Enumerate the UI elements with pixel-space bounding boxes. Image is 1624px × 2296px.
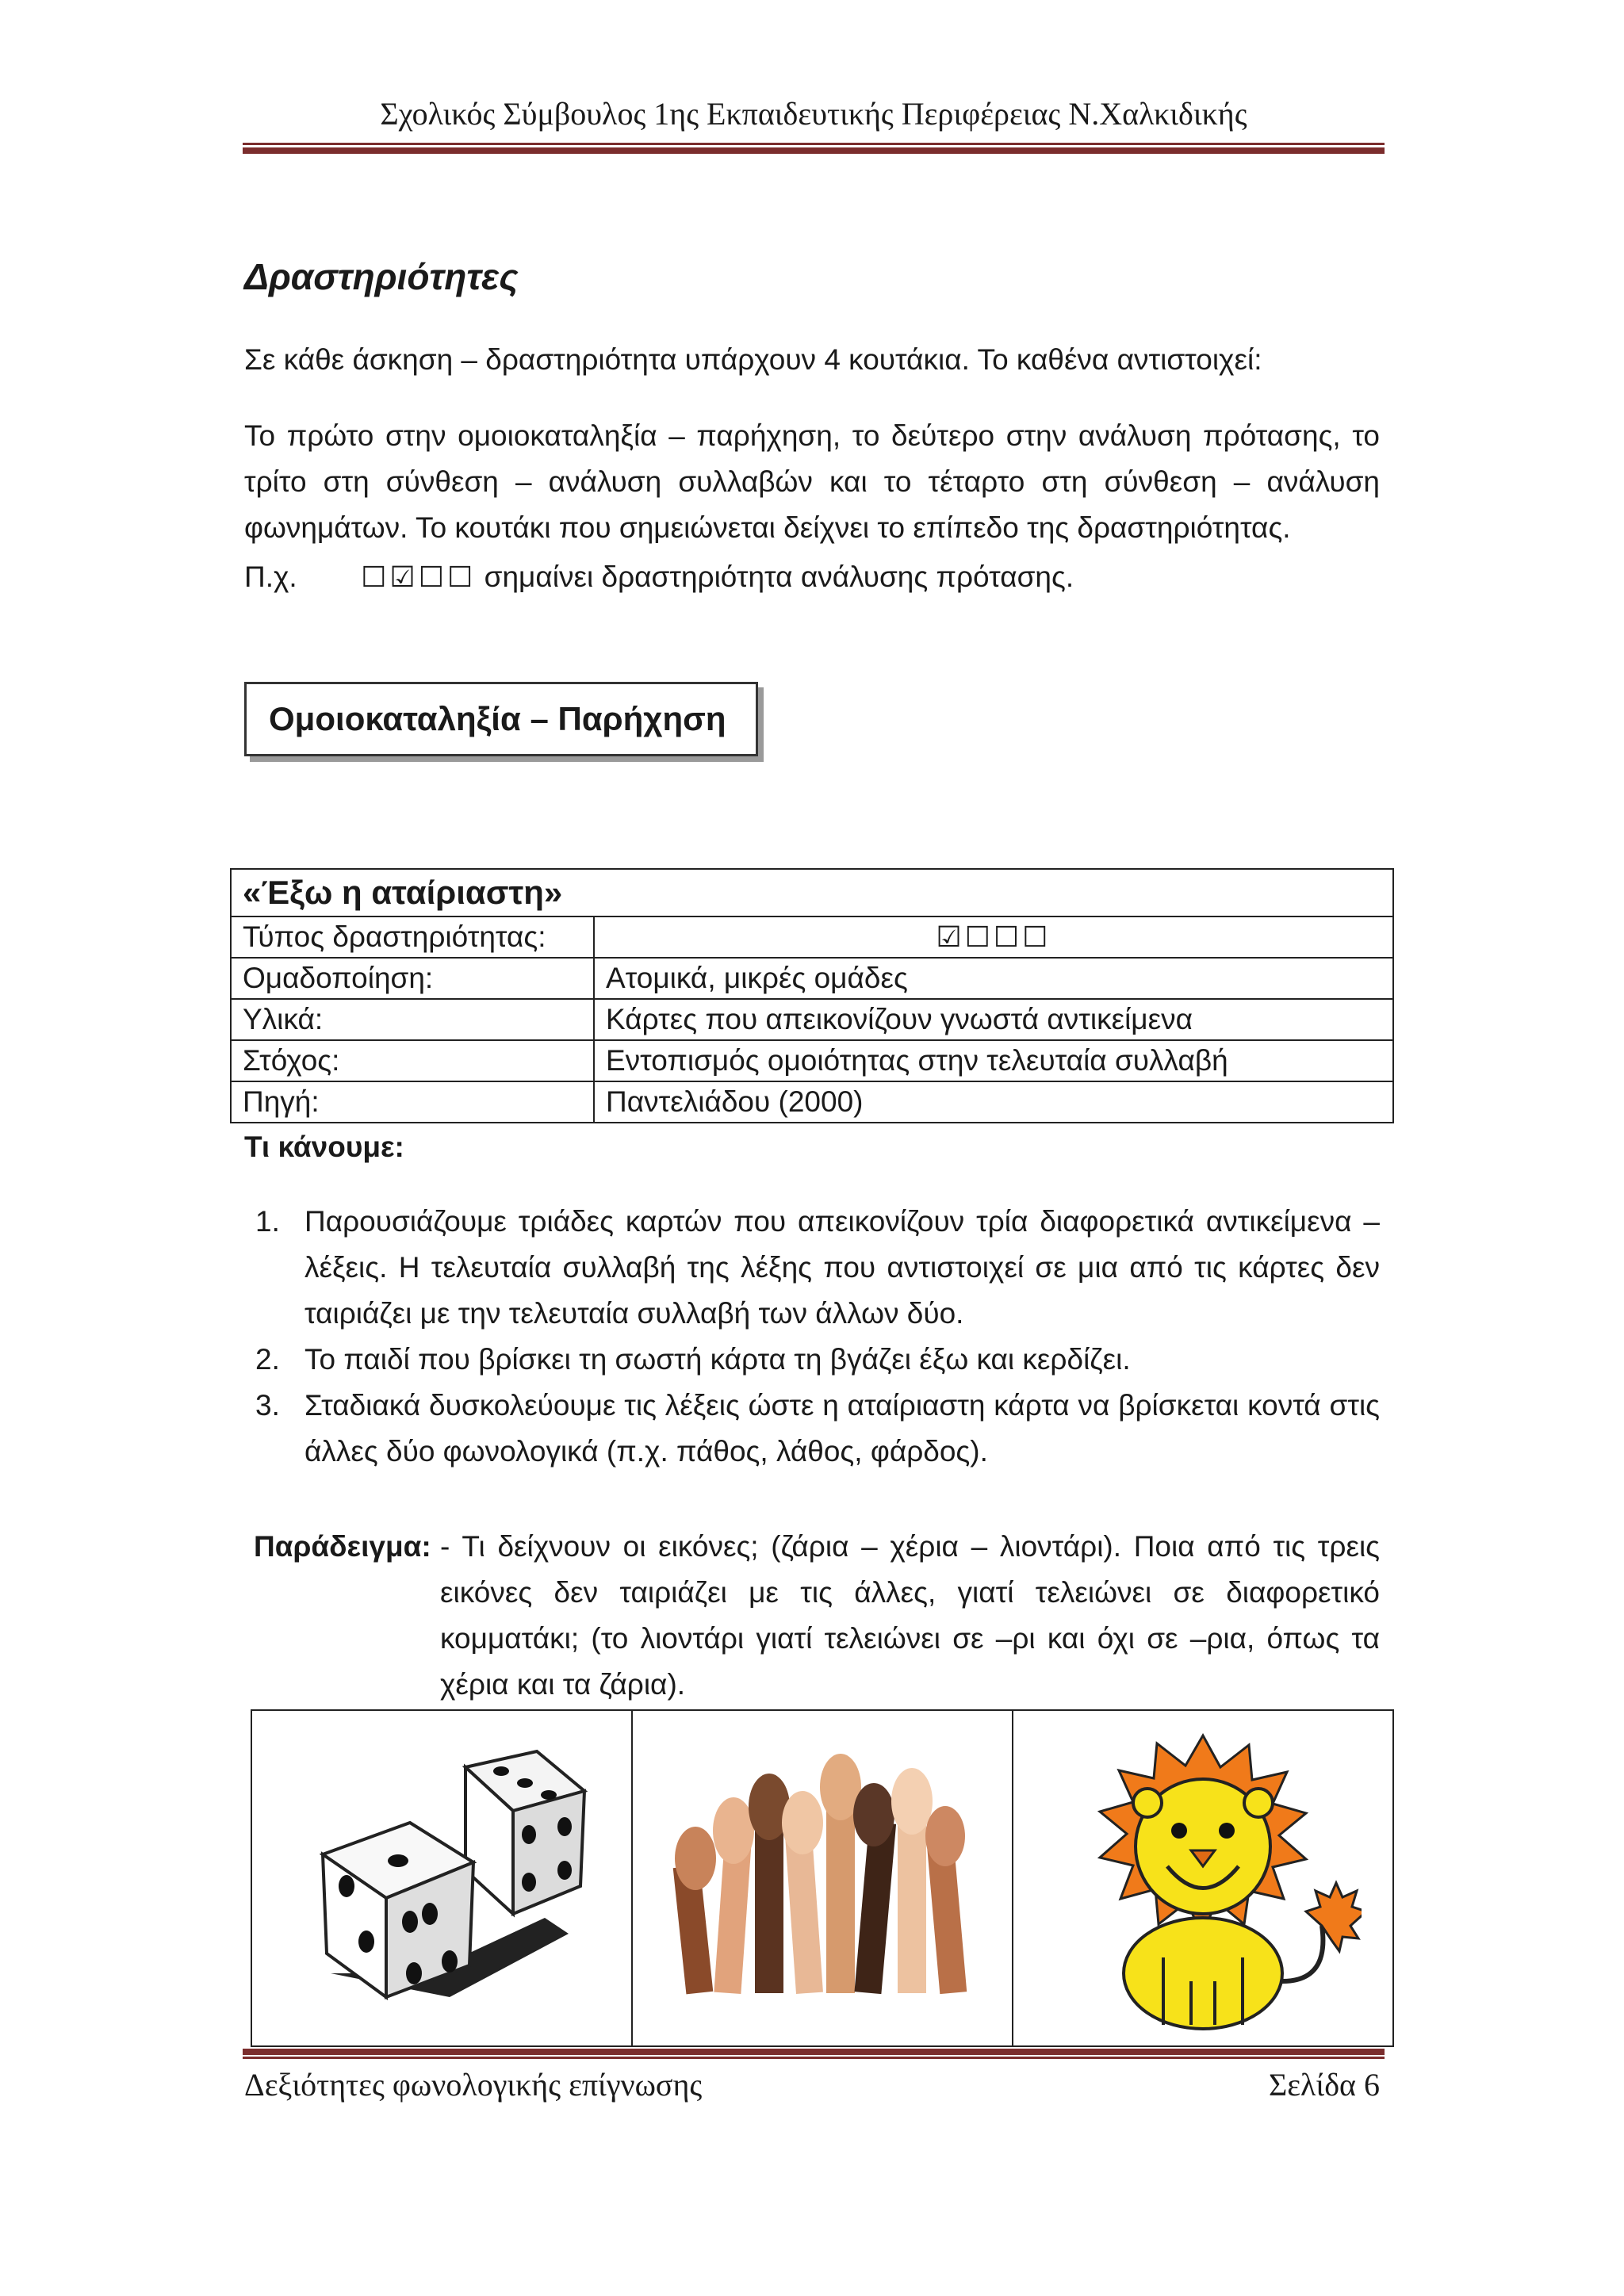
row-label: Πηγή: [231, 1081, 594, 1123]
table-row [231, 958, 1393, 999]
list-item [244, 1337, 1380, 1383]
example-cards-table [251, 1709, 1394, 2047]
dice-icon [283, 1735, 600, 2021]
table-row [231, 869, 1393, 916]
card-lion [1013, 1710, 1393, 2046]
example-body: - Τι δείχνουν οι εικόνες; (ζάρια – χέρια – λιοντάρι). Ποια από τις τρεις εικόνες δεν ταιριάζει με τις άλλες, γιατί τελειώνει σε διαφορετικό κομματάκι; (το λιοντάρι γιατί τελειώνει σε –ρι και όχι σε –ρια, όπως τα χέρια και τα ζάρια). [440, 1530, 1380, 1701]
activity-title: «Έξω η αταίριαστη» [231, 869, 1393, 916]
header-rule-thick [243, 147, 1385, 154]
footer-rule-thin [243, 2057, 1385, 2059]
row-value: Εντοπισμός ομοιότητας στην τελευταία συλλαβή [594, 1040, 1393, 1081]
section-title: Δραστηριότητες [244, 256, 519, 297]
activity-type-boxes-icon [594, 916, 1393, 958]
example-text [440, 1524, 1380, 1708]
explanation-text: Το πρώτο στην ομοιοκαταληξία – παρήχηση, το δεύτερο στην ανάλυση πρότασης, το τρίτο στη σύνθεση – ανάλυση συλλαβών και το τέταρτο στη σύνθεση – ανάλυση φωνημάτων. Το κουτάκι που σημειώνεται δείχνει το επίπεδο της δραστηριότητας. [244, 419, 1380, 544]
table-row [251, 1710, 1393, 2046]
list-item [244, 1199, 1380, 1337]
step-text: Παρουσιάζουμε τριάδες καρτών που απεικονίζουν τρία διαφορετικά αντικείμενα – λέξεις. Η τελευταία συλλαβή της λέξης που αντιστοιχεί σε μια από τις κάρτες δεν ταιριάζει με την τελευταία συλλαβή των άλλων δύο. [304, 1205, 1380, 1330]
row-label: Τύπος δραστηριότητας: [231, 916, 594, 958]
card-dice [251, 1710, 632, 2046]
step-number: 2. [255, 1343, 280, 1376]
example-prefix: Π.χ. [244, 561, 297, 593]
example-label: Παράδειγμα: [254, 1530, 431, 1563]
steps-list [244, 1199, 1380, 1475]
page-number: Σελίδα 6 [1268, 2067, 1380, 2103]
raised-hands-icon [664, 1747, 981, 2009]
step-number: 3. [255, 1389, 280, 1422]
row-label: Στόχος: [231, 1040, 594, 1081]
footer-rule-thick [243, 2049, 1385, 2055]
explanation-paragraph [244, 413, 1380, 601]
lion-icon [1044, 1720, 1362, 2037]
row-label: Υλικά: [231, 999, 594, 1040]
list-item [244, 1383, 1380, 1475]
step-number: 1. [255, 1205, 280, 1238]
footer-title: Δεξιότητες φωνολογικής επίγνωσης [244, 2067, 703, 2103]
subsection-title: Ομοιοκαταληξία – Παρήχηση [269, 700, 726, 737]
table-row [231, 916, 1393, 958]
header-rule-thin [243, 143, 1385, 145]
row-value: Κάρτες που απεικονίζουν γνωστά αντικείμενα [594, 999, 1393, 1040]
subsection-heading-box [244, 682, 758, 756]
intro-paragraph [244, 337, 1380, 383]
step-text: Το παιδί που βρίσκει τη σωστή κάρτα τη βγάζει έξω και κερδίζει. [304, 1343, 1131, 1376]
table-row [231, 1040, 1393, 1081]
row-value: Ατομικά, μικρές ομάδες [594, 958, 1393, 999]
card-hands [632, 1710, 1013, 2046]
checkbox-example-icon: ☐☑☐☐ [361, 561, 477, 594]
example-suffix: σημαίνει δραστηριότητα ανάλυσης πρότασης. [484, 561, 1074, 593]
example-line [244, 554, 1380, 601]
row-value: Παντελιάδου (2000) [594, 1081, 1393, 1123]
table-row [231, 1081, 1393, 1123]
what-we-do-label: Τι κάνουμε: [244, 1131, 404, 1163]
intro-text: Σε κάθε άσκηση – δραστηριότητα υπάρχουν 4 κουτάκια. Το καθένα αντιστοιχεί: [244, 343, 1262, 376]
activity-type-value: ☑☐☐☐ [936, 921, 1051, 954]
table-row [231, 999, 1393, 1040]
step-text: Σταδιακά δυσκολεύουμε τις λέξεις ώστε η αταίριαστη κάρτα να βρίσκεται κοντά στις άλλες δύο φωνολογικά (π.χ. πάθος, λάθος, φάρδος). [304, 1389, 1380, 1468]
page-header-title: Σχολικός Σύμβουλος 1ης Εκπαιδευτικής Περιφέρειας Ν.Χαλκιδικής [380, 96, 1247, 132]
activity-info-table [230, 868, 1394, 1123]
row-label: Ομαδοποίηση: [231, 958, 594, 999]
